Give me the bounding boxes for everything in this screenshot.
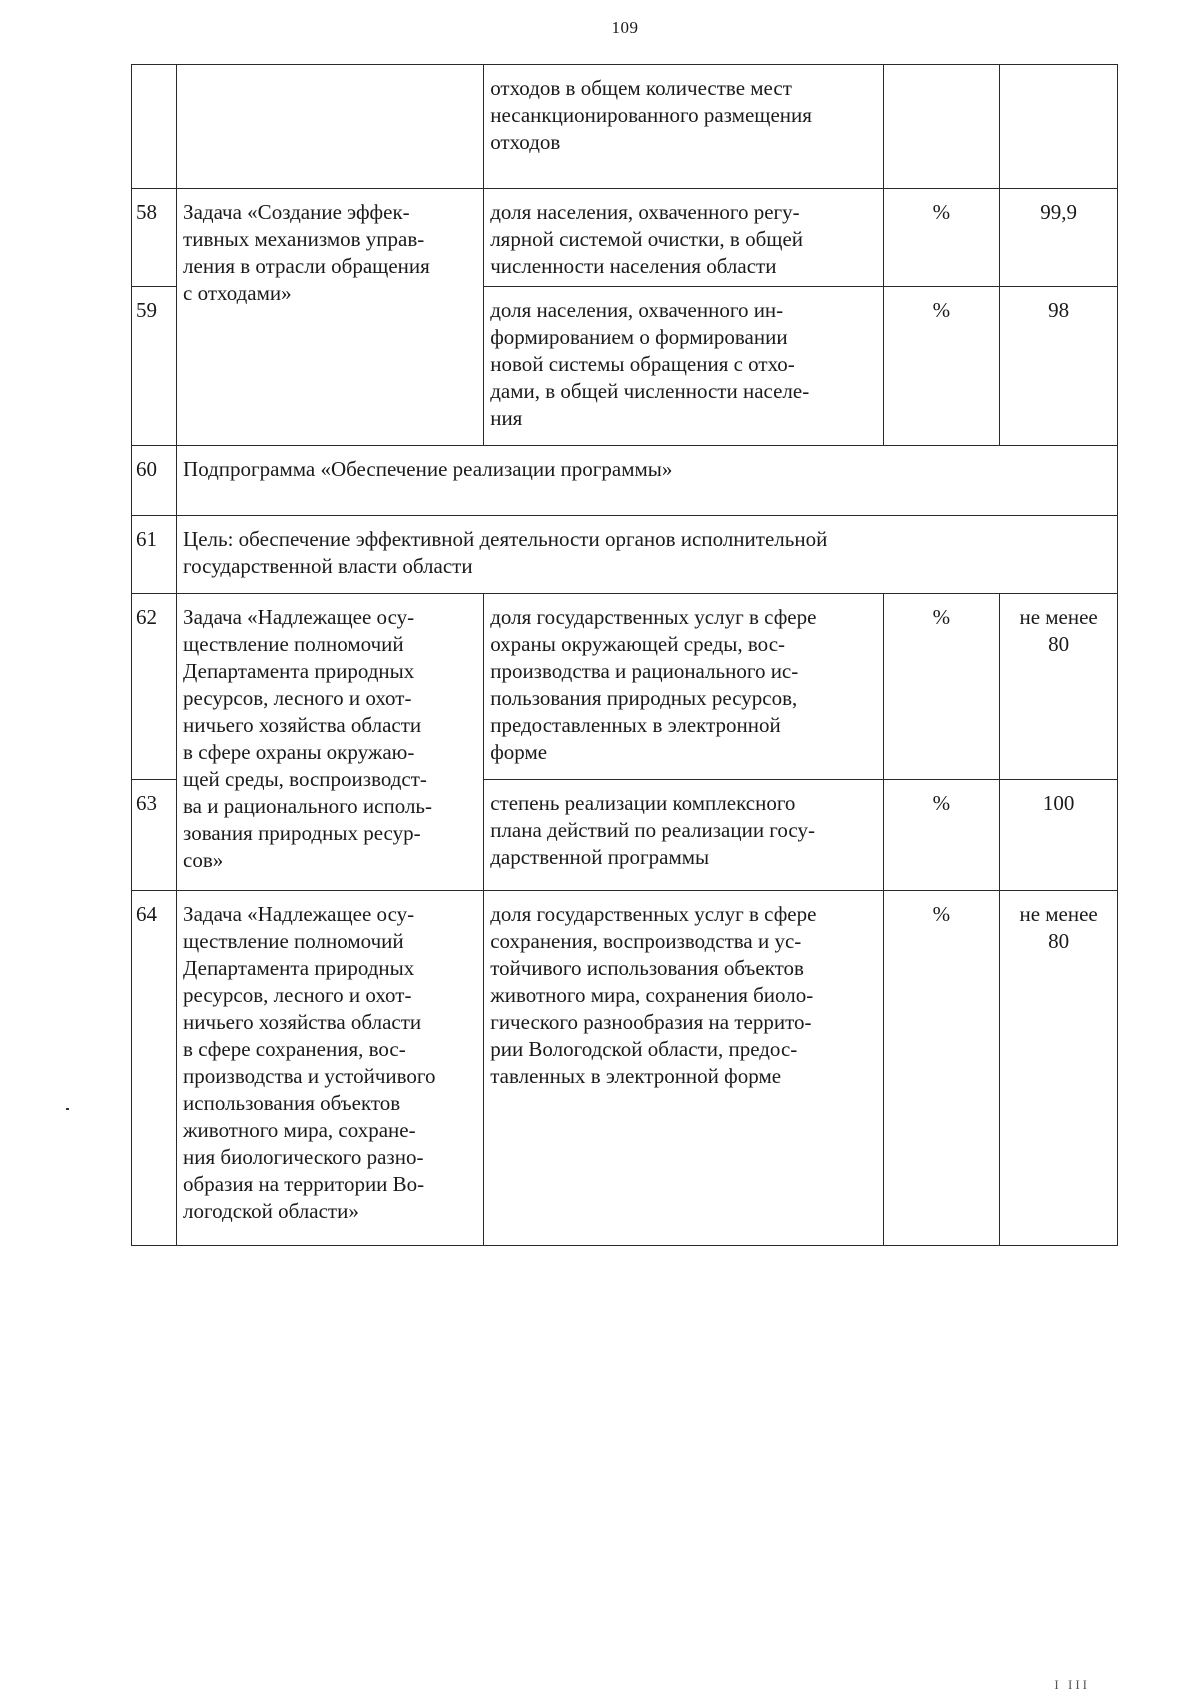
value-cell: не менее 80 (1000, 594, 1118, 780)
table-row (132, 189, 1118, 287)
task-cell (177, 65, 484, 189)
value-cell: 100 (1000, 780, 1118, 891)
task-cell: Задача «Надлежащее осу- ществление полномочий Департамента природных ресурсов, лесного и охот- ничьего хозяйства области в сфере сохранения, вос- производства и устойчивого использования объектов животного мира, сохране- ния биологического разно- образия на территории Во- логодской области» (177, 891, 484, 1246)
unit-cell: % (883, 594, 1000, 780)
indicators-table (131, 64, 1118, 1246)
value-cell (1000, 65, 1118, 189)
unit-cell: % (883, 780, 1000, 891)
subprogram-title: Подпрограмма «Обеспечение реализации программы» (177, 446, 1118, 516)
table-row (132, 446, 1118, 516)
table-row (132, 65, 1118, 189)
indicator-cell: доля населения, охваченного регу- лярной системой очистки, в общей численности населения области (484, 189, 883, 287)
indicator-cell: доля населения, охваченного ин- формированием о формировании новой системы обращения с отхо- дами, в общей численности населе- ния (484, 287, 883, 446)
row-number: 63 (132, 780, 177, 891)
row-number: 61 (132, 516, 177, 594)
table-row (132, 891, 1118, 1246)
task-cell: Задача «Надлежащее осу- ществление полномочий Департамента природных ресурсов, лесного и охот- ничьего хозяйства области в сфере охраны окружаю- щей среды, воспроизводст- ва и рационального исполь- зования природных ресур- сов» (177, 594, 484, 891)
unit-cell: % (883, 287, 1000, 446)
value-cell: 98 (1000, 287, 1118, 446)
value-cell: 99,9 (1000, 189, 1118, 287)
unit-cell: % (883, 891, 1000, 1246)
scan-corner-mark: I III (1054, 1677, 1090, 1692)
page-number: 109 (611, 18, 639, 37)
row-number: 62 (132, 594, 177, 780)
row-number: 58 (132, 189, 177, 287)
value-cell: не менее 80 (1000, 891, 1118, 1246)
row-number (132, 65, 177, 189)
indicator-cell: доля государственных услуг в сфере сохранения, воспроизводства и ус- тойчивого использования объектов животного мира, сохранения биоло- гического разнообразия на террито- рии Вологодской области, предос- тавленных в электронной форме (484, 891, 883, 1246)
row-number: 59 (132, 287, 177, 446)
indicator-cell: отходов в общем количестве мест несанкционированного размещения отходов (484, 65, 883, 189)
scan-speck (66, 1108, 69, 1110)
row-number: 64 (132, 891, 177, 1246)
task-cell: Задача «Создание эффек- тивных механизмов управ- ления в отрасли обращения с отходами» (177, 189, 484, 446)
table-row (132, 594, 1118, 780)
table-row (132, 516, 1118, 594)
unit-cell: % (883, 189, 1000, 287)
unit-cell (883, 65, 1000, 189)
indicator-cell: доля государственных услуг в сфере охраны окружающей среды, вос- производства и рационального ис- пользования природных ресурсов, предоставленных в электронной форме (484, 594, 883, 780)
goal-text: Цель: обеспечение эффективной деятельности органов исполнительной государственной власти области (177, 516, 1118, 594)
row-number: 60 (132, 446, 177, 516)
indicator-cell: степень реализации комплексного плана действий по реализации госу- дарственной программы (484, 780, 883, 891)
